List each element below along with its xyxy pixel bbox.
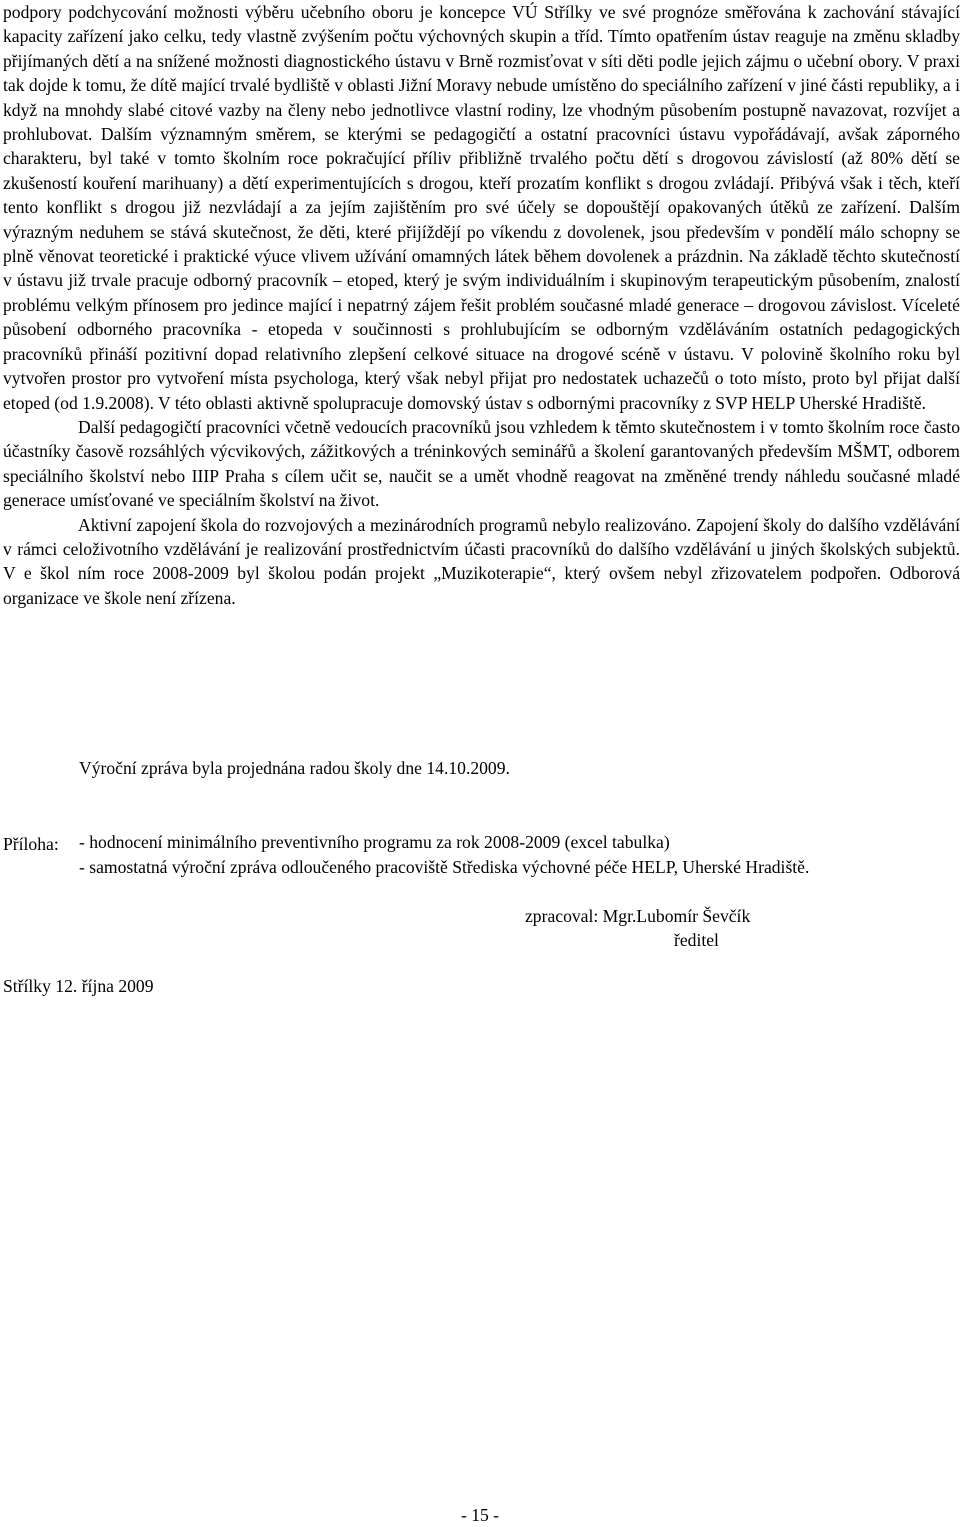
prepared-by: zpracoval: Mgr.Lubomír Ševčík bbox=[525, 906, 751, 926]
attachment-item: - hodnocení minimálního preventivního programu za rok 2008-2009 (excel tabulka) bbox=[79, 832, 670, 852]
attachments-label: Příloha: bbox=[3, 834, 59, 854]
page-number: - 15 - bbox=[460, 1505, 500, 1525]
signature-role: ředitel bbox=[674, 930, 719, 950]
place-date: Střílky 12. října 2009 bbox=[3, 976, 154, 996]
attachment-item: - samostatná výroční zpráva odloučeného pracoviště Střediska výchovné péče HELP, Uherské Hradiště. bbox=[79, 857, 810, 877]
paragraph-drug-problems: podpory podchycování možnosti výběru učebního oboru je koncepce VÚ Střílky ve své prognóze směřována k zachování stávající kapacity zařízení jako celku, tedy vlastně zvýšením počtu výchovných skupin a tříd. Tímto opatřením ústav reaguje na změnu skladby přijímaných dětí a na snížené možnosti diagnostického ústavu v Brně rozmisťovat v síti děti podle jejich zájmu o učební obory. V praxi tak dojde k tomu, že dítě mající trvalé bydliště v oblasti Jižní Moravy nebude umístěno do speciálního zařízení v jiné části republiky, a i když na mnohdy slabé citové vazby na členy nebo jednotlivce vlastní rodiny, lze vhodným působením postupně navazovat, rozvíjet a prohlubovat. Dalším významným směrem, se kterými se pedagogičtí a ostatní pracovníci ústavu vypořádávají, avšak záporného charakteru, byl také v tomto školním roce pokračující příliv přibližně trvalého počtu dětí s drogovou závislostí (až 80% dětí se zkušeností kouření marihuany) a dětí experimentujících s drogou, kteří prozatím konflikt s drogou zvládají. Přibývá však i těch, kteří tento konflikt s drogou již nezvládají a za jejím zajištěním pro své účely se dopouštějí opakovaných útěků ze zařízení. Dalším výrazným neduhem se stává skutečnost, že děti, které přijíždějí po víkendu z dovolenek, jsou především v pondělí málo schopny se plně věnovat teoretické i praktické výuce vlivem užívání omamných látek během dovolenek a prázdnin. Na základě těchto skutečností v ústavu již trvale pracuje odborný pracovník – etoped, který je svým individuálním i skupinovým terapeutickým působením, znalostí problému velkým přínosem pro jedince mající i nepatrný zájem řešit problém současné mladé generace – drogovou závislost. Víceleté působení odborného pracovníka - etopeda v součinnosti s prohlubujícím se odborným vzděláváním ostatních pedagogických pracovníků přináší pozitivní dopad relativního zlepšení celkové situace na drogové scéně v ústavu. V polovině školního roku byl vytvořen prostor pro vytvoření místa psychologa, který však nebyl přijat pro nedostatek uchazečů o toto místo, proto byl přijat další etoped (od 1.9.2008). V této oblasti aktivně spolupracuje domovský ústav s odbornými pracovníky z SVP HELP Uherské Hradiště. bbox=[3, 2, 960, 413]
approval-note: Výroční zpráva byla projednána radou školy dne 14.10.2009. bbox=[79, 758, 510, 778]
paragraph-staff-training: Další pedagogičtí pracovníci včetně vedoucích pracovníků jsou vzhledem k těmto skutečnostem i v tomto školním roce často účastníky časově rozsáhlých výcvikových, zážitkových a tréninkových seminářů a školení garantovaných především MŠMT, odborem speciálního školství nebo IIIP Praha s cílem učit se, naučit se a umět vhodně reagovat na změněné trendy náhledu současné mladé generace umísťované ve speciálním školství na život. bbox=[3, 416, 960, 511]
document-body bbox=[3, 0, 960, 610]
paragraph-programs: Aktivní zapojení škola do rozvojových a mezinárodních programů nebylo realizováno. Zapojení školy do dalšího vzdělávání v rámci celoživotního vzdělávání je realizování prostřednictvím účasti pracovníků do dalšího vzdělávání u jiných školských subjektů. V e škol ním roce 2008-2009 byl školou podán projekt „Muzikoterapie“, který ovšem nebyl zřizovatelem podpořen. Odborová organizace ve škole není zřízena. bbox=[3, 514, 960, 608]
